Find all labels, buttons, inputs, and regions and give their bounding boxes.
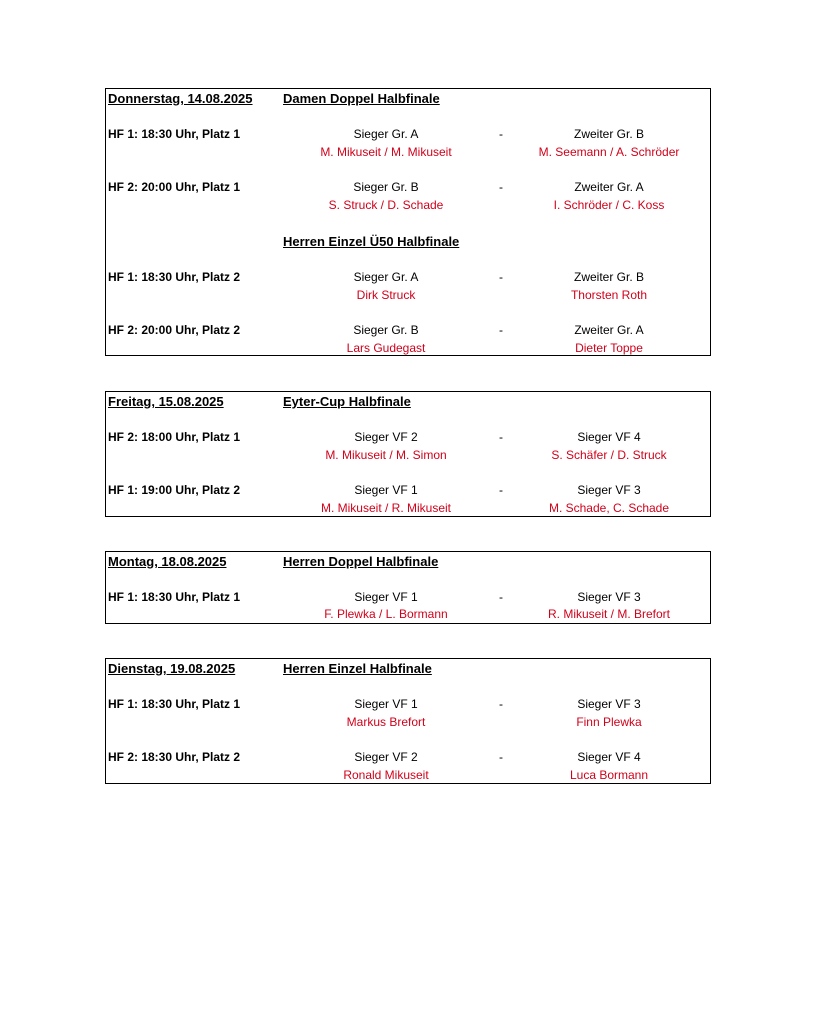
match-left-players: M. Mikuseit / R. Mikuseit <box>320 501 452 515</box>
match-label: HF 1: 18:30 Uhr, Platz 1 <box>108 590 241 604</box>
match-right-slot: Sieger VF 3 <box>577 697 641 711</box>
match-left-slot: Sieger Gr. B <box>353 180 419 194</box>
match-right-slot: Zweiter Gr. B <box>573 270 644 284</box>
match-label: HF 2: 20:00 Uhr, Platz 1 <box>108 180 241 194</box>
match-right-players: I. Schröder / C. Koss <box>553 198 665 212</box>
section-title: Damen Doppel Halbfinale <box>283 91 440 106</box>
match-separator: - <box>499 127 503 141</box>
day-date: Donnerstag, 14.08.2025 <box>108 91 253 106</box>
match-right-slot: Zweiter Gr. B <box>573 127 644 141</box>
match-left-players: M. Mikuseit / M. Mikuseit <box>320 145 452 159</box>
match-left-players: Markus Brefort <box>346 715 426 729</box>
match-right-slot: Sieger VF 3 <box>577 483 641 497</box>
match-left-slot: Sieger VF 1 <box>354 697 418 711</box>
match-separator: - <box>499 590 503 604</box>
match-separator: - <box>499 180 503 194</box>
match-right-players: S. Schäfer / D. Struck <box>551 448 667 462</box>
match-left-players: Lars Gudegast <box>346 341 426 355</box>
match-right-slot: Sieger VF 3 <box>577 590 641 604</box>
match-label: HF 2: 18:00 Uhr, Platz 1 <box>108 430 241 444</box>
match-left-slot: Sieger VF 1 <box>354 590 418 604</box>
match-right-slot: Zweiter Gr. A <box>574 180 644 194</box>
match-left-slot: Sieger Gr. A <box>353 127 419 141</box>
day-date: Montag, 18.08.2025 <box>108 554 227 569</box>
match-label: HF 2: 18:30 Uhr, Platz 2 <box>108 750 241 764</box>
day-date: Dienstag, 19.08.2025 <box>108 661 236 676</box>
match-left-players: S. Struck / D. Schade <box>328 198 444 212</box>
match-separator: - <box>499 323 503 337</box>
match-label: HF 1: 18:30 Uhr, Platz 1 <box>108 697 241 711</box>
day-date: Freitag, 15.08.2025 <box>108 394 224 409</box>
match-right-slot: Zweiter Gr. A <box>574 323 644 337</box>
match-separator: - <box>499 270 503 284</box>
match-label: HF 2: 20:00 Uhr, Platz 2 <box>108 323 241 337</box>
match-right-players: M. Schade, C. Schade <box>548 501 670 515</box>
match-separator: - <box>499 483 503 497</box>
match-left-slot: Sieger VF 2 <box>354 750 418 764</box>
section-title: Herren Einzel Ü50 Halbfinale <box>283 234 460 249</box>
day-box-montag <box>105 551 711 624</box>
match-right-slot: Sieger VF 4 <box>577 430 641 444</box>
match-right-players: Dieter Toppe <box>575 341 643 355</box>
match-left-slot: Sieger VF 1 <box>354 483 418 497</box>
match-right-players: M. Seemann / A. Schröder <box>538 145 680 159</box>
match-label: HF 1: 18:30 Uhr, Platz 1 <box>108 127 241 141</box>
section-title: Herren Doppel Halbfinale <box>283 554 439 569</box>
match-separator: - <box>499 697 503 711</box>
match-left-players: F. Plewka / L. Bormann <box>324 607 448 621</box>
match-right-players: Luca Bormann <box>569 768 649 782</box>
match-left-slot: Sieger Gr. A <box>353 270 419 284</box>
match-right-players: Thorsten Roth <box>570 288 648 302</box>
section-title: Herren Einzel Halbfinale <box>283 661 432 676</box>
section-title: Eyter-Cup Halbfinale <box>283 394 411 409</box>
day-box-donnerstag <box>105 88 711 356</box>
day-box-dienstag <box>105 658 711 784</box>
match-right-players: R. Mikuseit / M. Brefort <box>547 607 671 621</box>
match-left-players: Ronald Mikuseit <box>343 768 429 782</box>
match-left-slot: Sieger Gr. B <box>353 323 419 337</box>
match-left-slot: Sieger VF 2 <box>354 430 418 444</box>
day-box-freitag <box>105 391 711 517</box>
match-right-players: Finn Plewka <box>576 715 642 729</box>
match-label: HF 1: 18:30 Uhr, Platz 2 <box>108 270 241 284</box>
match-left-players: Dirk Struck <box>356 288 416 302</box>
match-separator: - <box>499 430 503 444</box>
match-label: HF 1: 19:00 Uhr, Platz 2 <box>108 483 241 497</box>
match-right-slot: Sieger VF 4 <box>577 750 641 764</box>
match-left-players: M. Mikuseit / M. Simon <box>325 448 447 462</box>
match-separator: - <box>499 750 503 764</box>
